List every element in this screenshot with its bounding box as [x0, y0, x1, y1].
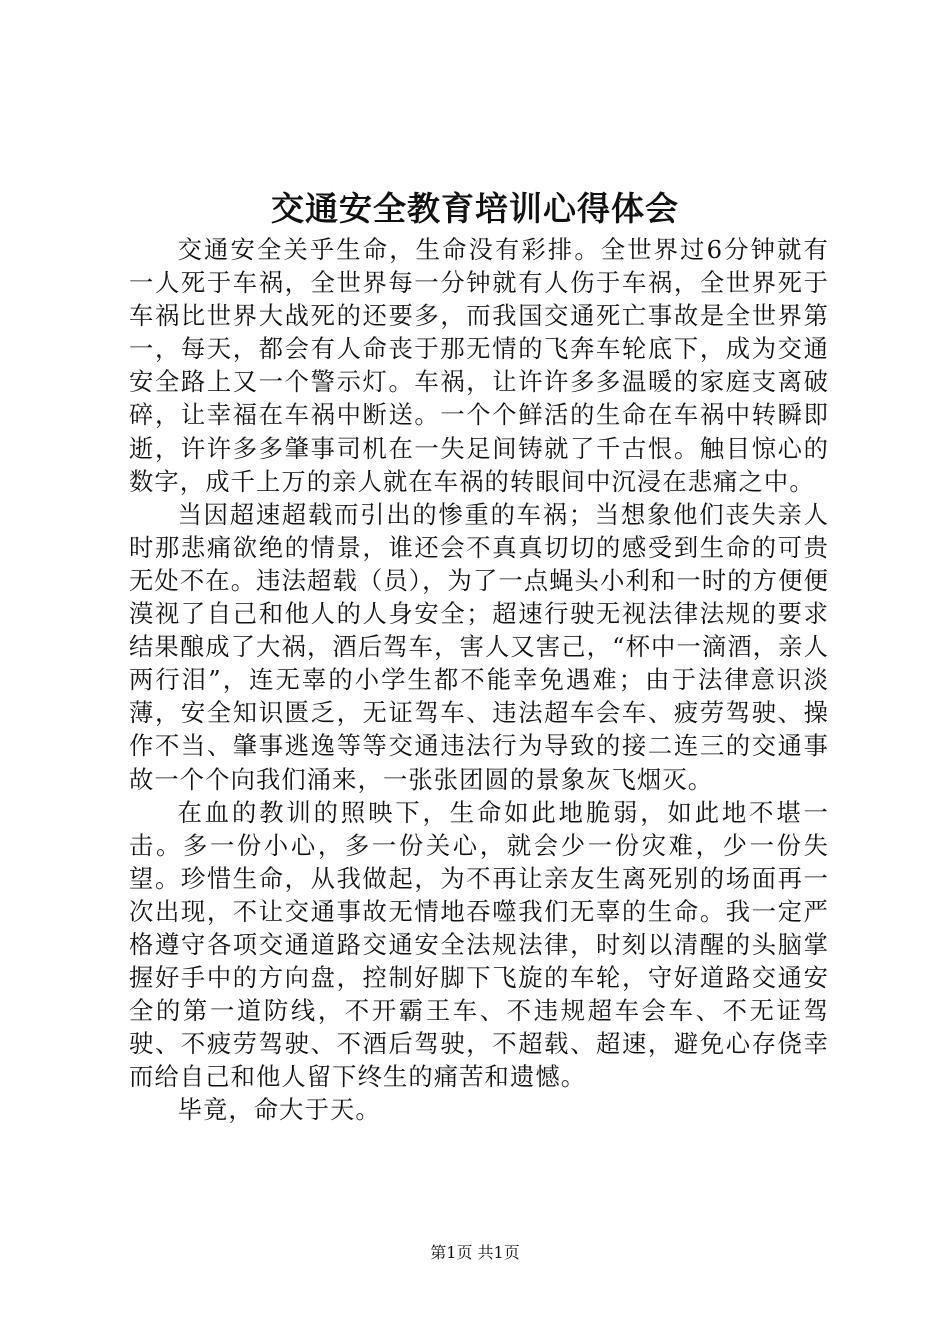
document-body: [129, 233, 829, 1127]
paragraph-4: 毕竟，命大于天。: [177, 1095, 381, 1125]
page-footer: 第1页 共1页: [430, 1243, 520, 1262]
paragraph-1: 交通安全关乎生命，生命没有彩排。全世界过6分钟就有一人死于车祸，全世界每一分钟就有人伤于车祸，全世界死于车祸比世界大战死的还要多，而我国交通死亡事故是全世界第一，每天，都会有人命丧于那无情的飞奔车轮底下，成为交通安全路上又一个警示灯。车祸，让许许多多温暖的家庭支离破碎，让幸福在车祸中断送。一个个鲜活的生命在车祸中转瞬即逝，许许多多肇事司机在一失足间铸就了千古恨。触目惊心的数字，成千上万的亲人就在车祸的转眼间中沉浸在悲痛之中。: [129, 235, 829, 496]
document-title: 交通安全教育培训心得体会: [271, 189, 679, 228]
paragraph-3: 在血的教训的照映下，生命如此地脆弱，如此地不堪一击。多一份小心，多一份关心，就会少一份灾难，少一份失望。珍惜生命，从我做起，为不再让亲友生离死别的场面再一次出现，不让交通事故无情地吞噬我们无辜的生命。我一定严格遵守各项交通道路交通安全法规法律，时刻以清醒的头脑掌握好手中的方向盘，控制好脚下飞旋的车轮，守好道路交通安全的第一道防线，不开霸王车、不违规超车会车、不无证驾驶、不疲劳驾驶、不酒后驾驶，不超载、超速，避免心存侥幸而给自己和他人留下终生的痛苦和遗憾。: [129, 797, 829, 1092]
paragraph-2: 当因超速超载而引出的惨重的车祸；当想象他们丧失亲人时那悲痛欲绝的情景，谁还会不真真切切的感受到生命的可贵无处不在。违法超载（员），为了一点蝇头小利和一时的方便便漠视了自己和他人的人身安全；超速行驶无视法律法规的要求结果酿成了大祸，酒后驾车，害人又害己，“杯中一滴酒，亲人两行泪”，连无辜的小学生都不能幸免遇难；由于法律意识淡薄，安全知识匮乏，无证驾车、违法超车会车、疲劳驾驶、操作不当、肇事逃逸等等交通违法行为导致的接二连三的交通事故一个个向我们涌来，一张张团圆的景象灰飞烟灭。: [129, 499, 829, 794]
